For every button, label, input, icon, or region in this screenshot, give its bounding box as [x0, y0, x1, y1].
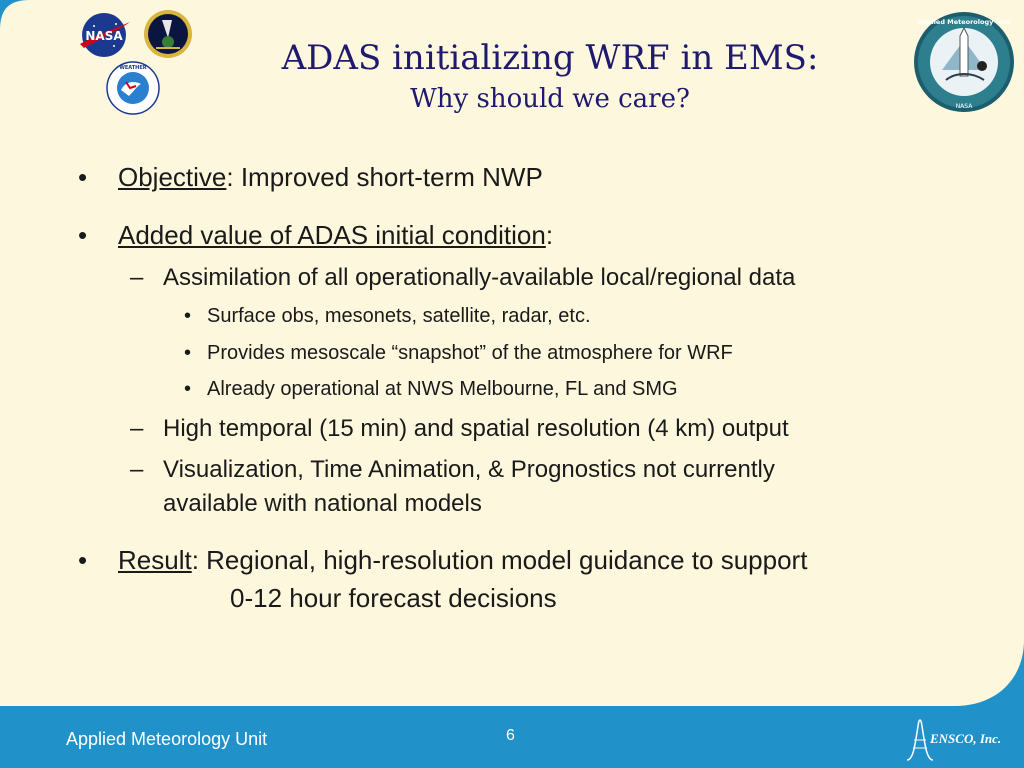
- sub-visualization-line1: Visualization, Time Animation, & Prognostics not currently: [163, 456, 775, 483]
- slide-subtitle: Why should we care?: [410, 84, 690, 114]
- dash-marker: –: [130, 264, 144, 291]
- sub-bullet-dot: •: [184, 305, 192, 327]
- dash-marker: –: [130, 456, 144, 483]
- sub-surface-obs: Surface obs, mesonets, satellite, radar, etc.: [207, 305, 591, 327]
- dash-marker: –: [130, 415, 144, 442]
- objective-text: : Improved short-term NWP: [226, 162, 543, 192]
- result-text: : Regional, high-resolution model guidance to support: [191, 545, 808, 575]
- bullet-objective: [118, 162, 543, 193]
- sub-mesoscale-snapshot: Provides mesoscale “snapshot” of the atmosphere for WRF: [207, 342, 733, 364]
- slide-title: ADAS initializing WRF in EMS:: [281, 38, 819, 78]
- footer-org: Applied Meteorology Unit: [66, 729, 268, 749]
- svg-text:WEATHER: WEATHER: [119, 65, 147, 71]
- bullet-result: [118, 545, 807, 576]
- nws-logo: [100, 60, 166, 116]
- page-number: 6: [506, 727, 515, 744]
- result-label: Result: [118, 545, 192, 575]
- added-value-label: Added value of ADAS initial condition: [118, 220, 546, 250]
- sub-high-temporal: High temporal (15 min) and spatial resolution (4 km) output: [163, 415, 789, 442]
- weather-squadron-emblem: [142, 8, 194, 60]
- sub-bullet-dot: •: [184, 378, 192, 400]
- ensco-logo-text: ENSCO, Inc.: [930, 731, 1002, 746]
- amu-seal: [912, 10, 1016, 114]
- sub-already-operational: Already operational at NWS Melbourne, FL and SMG: [207, 378, 678, 400]
- added-value-colon: :: [545, 220, 554, 250]
- bullet-dot: •: [78, 162, 88, 192]
- sub-assimilation: Assimilation of all operationally-available local/regional data: [163, 264, 796, 291]
- bullet-dot: •: [78, 220, 88, 250]
- result-line2: 0-12 hour forecast decisions: [230, 583, 557, 613]
- svg-text:Applied Meteorology Unit: Applied Meteorology Unit: [917, 18, 1011, 26]
- sub-bullet-dot: •: [184, 342, 192, 364]
- objective-label: Objective: [118, 162, 227, 192]
- nasa-logo: [76, 10, 132, 60]
- bullet-added-value: [118, 220, 553, 251]
- sub-visualization-line2: available with national models: [163, 490, 482, 517]
- svg-text:NASA: NASA: [85, 29, 123, 43]
- svg-text:NASA: NASA: [955, 103, 973, 110]
- bullet-dot: •: [78, 545, 88, 575]
